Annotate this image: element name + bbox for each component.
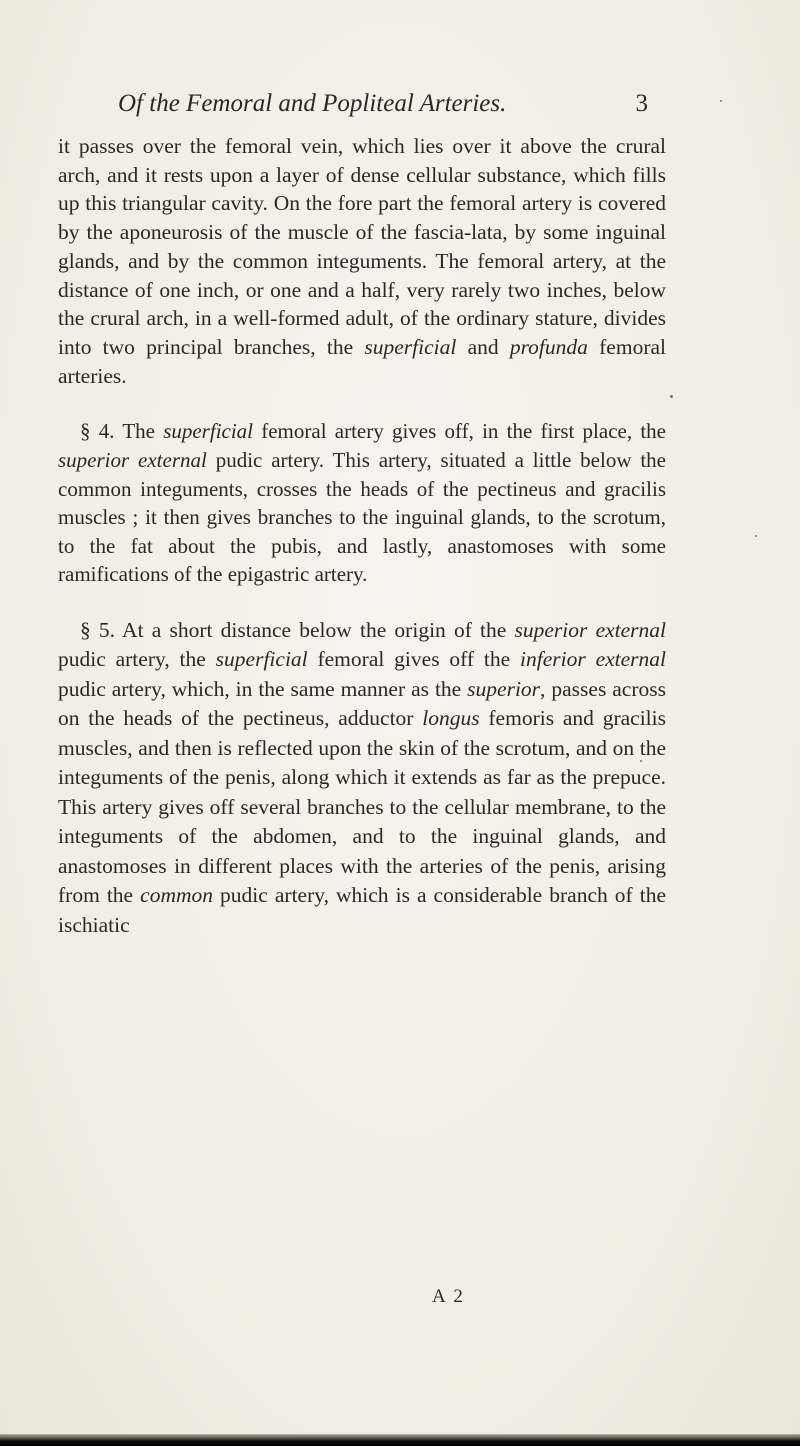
text-run: femoris and gracilis muscles, and then is reflected upon the skin of the scrotum, and on the integuments of the penis, along which it extends as far as the prepuce. This artery gives off several branches to the cellular membrane, to the integuments of the abdomen, and to the inguinal glands, and anastomoses in different places with the arteries of the penis, arising from the — [58, 706, 666, 908]
text-run: femoral gives off the — [307, 647, 521, 672]
running-title: Of the Femoral and Popliteal Arteries. — [118, 90, 507, 117]
page-bottom-edge — [0, 1434, 800, 1446]
text-run: and — [456, 334, 510, 359]
body-text — [58, 132, 666, 940]
italic-term: superior external — [58, 447, 207, 472]
text-run: , passes across on the heads of the pectineus, adductor — [58, 676, 666, 731]
italic-term: superior external — [514, 617, 667, 642]
italic-term: superficial — [215, 647, 308, 672]
text-run: pudic artery, which, in the same manner as the — [58, 676, 468, 701]
italic-term: superficial — [364, 334, 457, 359]
page-number: 3 — [635, 90, 648, 117]
text-run: § 4. The — [80, 419, 164, 444]
paper-speck — [755, 535, 757, 537]
paragraph-2 — [58, 417, 666, 589]
paper-speck — [670, 395, 673, 398]
paper-speck — [720, 100, 722, 102]
running-head — [118, 90, 648, 126]
paragraph-3 — [58, 616, 666, 941]
text-run: pudic artery, the — [58, 647, 216, 672]
text-run: it passes over the femoral vein, which lies over it above the crural arch, and it rests upon a layer of dense cellular substance, which fills up this triangular cavity. On the fore part the femoral artery is covered by the aponeurosis of the muscle of the fascia-lata, by some inguinal glands, and by the common integuments. The femoral artery, at the distance of one inch, or one and a half, very rarely two inches, below the crural arch, in a well-formed adult, of the ordinary stature, divides into two principal branches, the — [58, 134, 666, 359]
italic-term: inferior external — [520, 647, 667, 672]
italic-term: superficial — [163, 419, 254, 444]
paper-speck — [640, 760, 642, 762]
italic-term: profunda — [509, 334, 588, 359]
paragraph-gap — [58, 589, 666, 616]
text-run: pudic artery, which is a considerable branch of the ischiatic — [58, 883, 667, 937]
italic-term: common — [140, 883, 214, 908]
text-run: femoral artery gives off, in the first place, the — [253, 419, 666, 444]
paragraph-1 — [58, 132, 666, 390]
text-run: pudic artery. This artery, situated a little below the common integuments, crosses the heads of the pectineus and gracilis muscles ; it then gives branches to the inguinal glands, to the scrotum, to the fat about the pubis, and lastly, anastomoses with some ramifications of the epigastric artery. — [58, 447, 666, 587]
text-run: femoral arteries. — [58, 334, 666, 388]
italic-term: longus — [422, 706, 480, 731]
paragraph-gap — [58, 390, 666, 417]
signature-mark: A 2 — [432, 1286, 465, 1307]
italic-term: superior — [467, 676, 541, 701]
text-run: § 5. At a short distance below the origin of the — [80, 617, 515, 642]
